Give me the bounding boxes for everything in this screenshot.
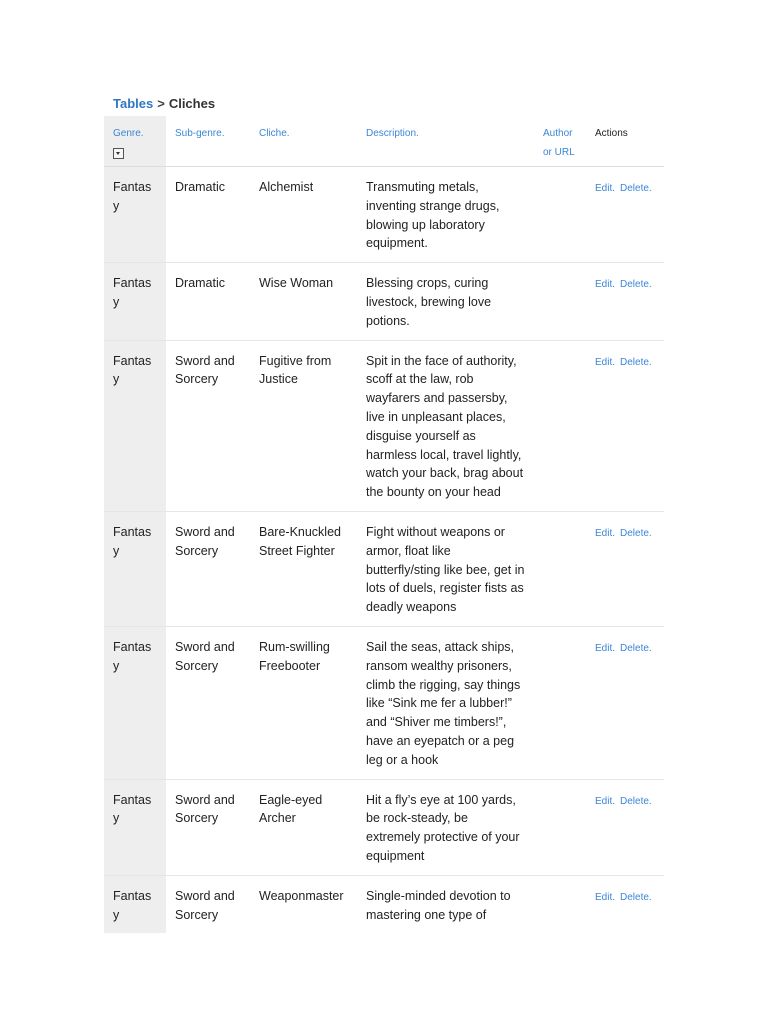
breadcrumb-link-tables[interactable]: Tables [113, 96, 154, 111]
sort-genre-link[interactable]: Genre. [113, 128, 144, 139]
edit-link[interactable]: Edit. [595, 183, 616, 194]
breadcrumb-current: Cliches [168, 96, 216, 111]
cell-description: Single-minded devotion to mastering one type of [366, 888, 511, 922]
cell-subgenre: Dramatic [166, 167, 250, 263]
delete-link[interactable]: Delete. [620, 891, 652, 903]
author-header-line2: or URL [543, 147, 575, 158]
cliches-table [104, 116, 664, 933]
edit-link[interactable]: Edit. [595, 279, 616, 291]
cell-genre: Fantasy [104, 511, 166, 626]
dropdown-filter-icon[interactable] [113, 148, 124, 159]
table-row [104, 167, 664, 263]
table-body [104, 167, 664, 934]
cell-actions [586, 167, 664, 263]
cell-description: Hit a fly’s eye at 100 yards, be rock-steady, be extremely protective of your equipment [357, 779, 534, 875]
cell-subgenre: Sword and Sorcery [166, 779, 250, 875]
cell-genre: Fantasy [104, 875, 166, 933]
edit-link[interactable]: Edit. [595, 356, 616, 368]
cell-author [534, 340, 586, 511]
cell-author [534, 511, 586, 626]
column-header-subgenre [166, 116, 250, 167]
cell-cliche: Eagle-eyed Archer [250, 779, 357, 875]
cell-genre: Fantasy [104, 167, 166, 263]
sort-cliche-link[interactable]: Cliche. [259, 128, 290, 139]
cell-author [534, 875, 586, 933]
cell-genre: Fantasy [104, 263, 166, 340]
delete-link[interactable]: Delete. [620, 279, 652, 291]
sort-subgenre-link[interactable]: Sub-genre. [175, 128, 225, 139]
table-header-row [104, 116, 664, 167]
cell-actions [586, 875, 664, 933]
breadcrumb-separator: > [157, 96, 165, 111]
cell-actions [586, 511, 664, 626]
cell-subgenre: Sword and Sorcery [166, 340, 250, 511]
cell-subgenre: Sword and Sorcery [166, 626, 250, 779]
cell-cliche: Alchemist [250, 167, 357, 263]
cell-genre: Fantasy [104, 340, 166, 511]
cell-author [534, 263, 586, 340]
delete-link[interactable]: Delete. [620, 527, 652, 539]
delete-link[interactable]: Delete. [620, 183, 652, 194]
column-header-genre [104, 116, 166, 167]
cell-genre: Fantasy [104, 779, 166, 875]
table-row [104, 340, 664, 511]
table-row [104, 875, 664, 933]
delete-link[interactable]: Delete. [620, 642, 652, 654]
author-header-line1: Author [543, 128, 573, 139]
edit-link[interactable]: Edit. [595, 891, 616, 903]
cell-subgenre: Sword and Sorcery [166, 511, 250, 626]
table-row [104, 626, 664, 779]
delete-link[interactable]: Delete. [620, 356, 652, 368]
cell-cliche: Fugitive from Justice [250, 340, 357, 511]
sort-author-link[interactable] [543, 128, 575, 158]
cell-description: Blessing crops, curing livestock, brewing love potions. [357, 263, 534, 340]
table-row [104, 779, 664, 875]
column-header-cliche [250, 116, 357, 167]
table-row [104, 263, 664, 340]
cell-subgenre: Sword and Sorcery [175, 888, 235, 922]
cell-author [534, 167, 586, 263]
cell-description: Spit in the face of authority, scoff at the law, rob wayfarers and passersby, live in unpleasant places, disguise yourself as harmless local, travel lightly, watch your back, brag about the bounty on your head [357, 340, 534, 511]
cell-cliche: Bare-Knuckled Street Fighter [250, 511, 357, 626]
cell-cliche: Wise Woman [250, 263, 357, 340]
edit-link[interactable]: Edit. [595, 795, 616, 807]
cell-genre: Fantasy [104, 626, 166, 779]
edit-link[interactable]: Edit. [595, 527, 616, 539]
cell-actions [586, 263, 664, 340]
breadcrumb [113, 96, 215, 112]
cell-actions [586, 340, 664, 511]
edit-link[interactable]: Edit. [595, 642, 616, 654]
cell-actions [586, 779, 664, 875]
cell-cliche: Rum-swilling Freebooter [250, 626, 357, 779]
cell-cliche: Weaponmaster [259, 888, 344, 903]
cell-description: Fight without weapons or armor, float like butterfly/sting like bee, get in lots of duels, register fists as deadly weapons [357, 511, 534, 626]
column-header-description [357, 116, 534, 167]
cell-author [534, 779, 586, 875]
sort-description-link[interactable]: Description. [366, 128, 419, 139]
column-header-actions: Actions [586, 116, 664, 167]
cell-description: Sail the seas, attack ships, ransom wealthy prisoners, climb the rigging, say things like “Sink me fer a lubber!” and “Shiver me timbers!”, have an eyepatch or a peg leg or a hook [357, 626, 534, 779]
cell-author [534, 626, 586, 779]
delete-link[interactable]: Delete. [620, 795, 652, 807]
cell-subgenre: Dramatic [166, 263, 250, 340]
column-header-author [534, 116, 586, 167]
cell-description: Transmuting metals, inventing strange drugs, blowing up laboratory equipment. [357, 167, 534, 263]
table-row [104, 511, 664, 626]
cell-actions [586, 626, 664, 779]
